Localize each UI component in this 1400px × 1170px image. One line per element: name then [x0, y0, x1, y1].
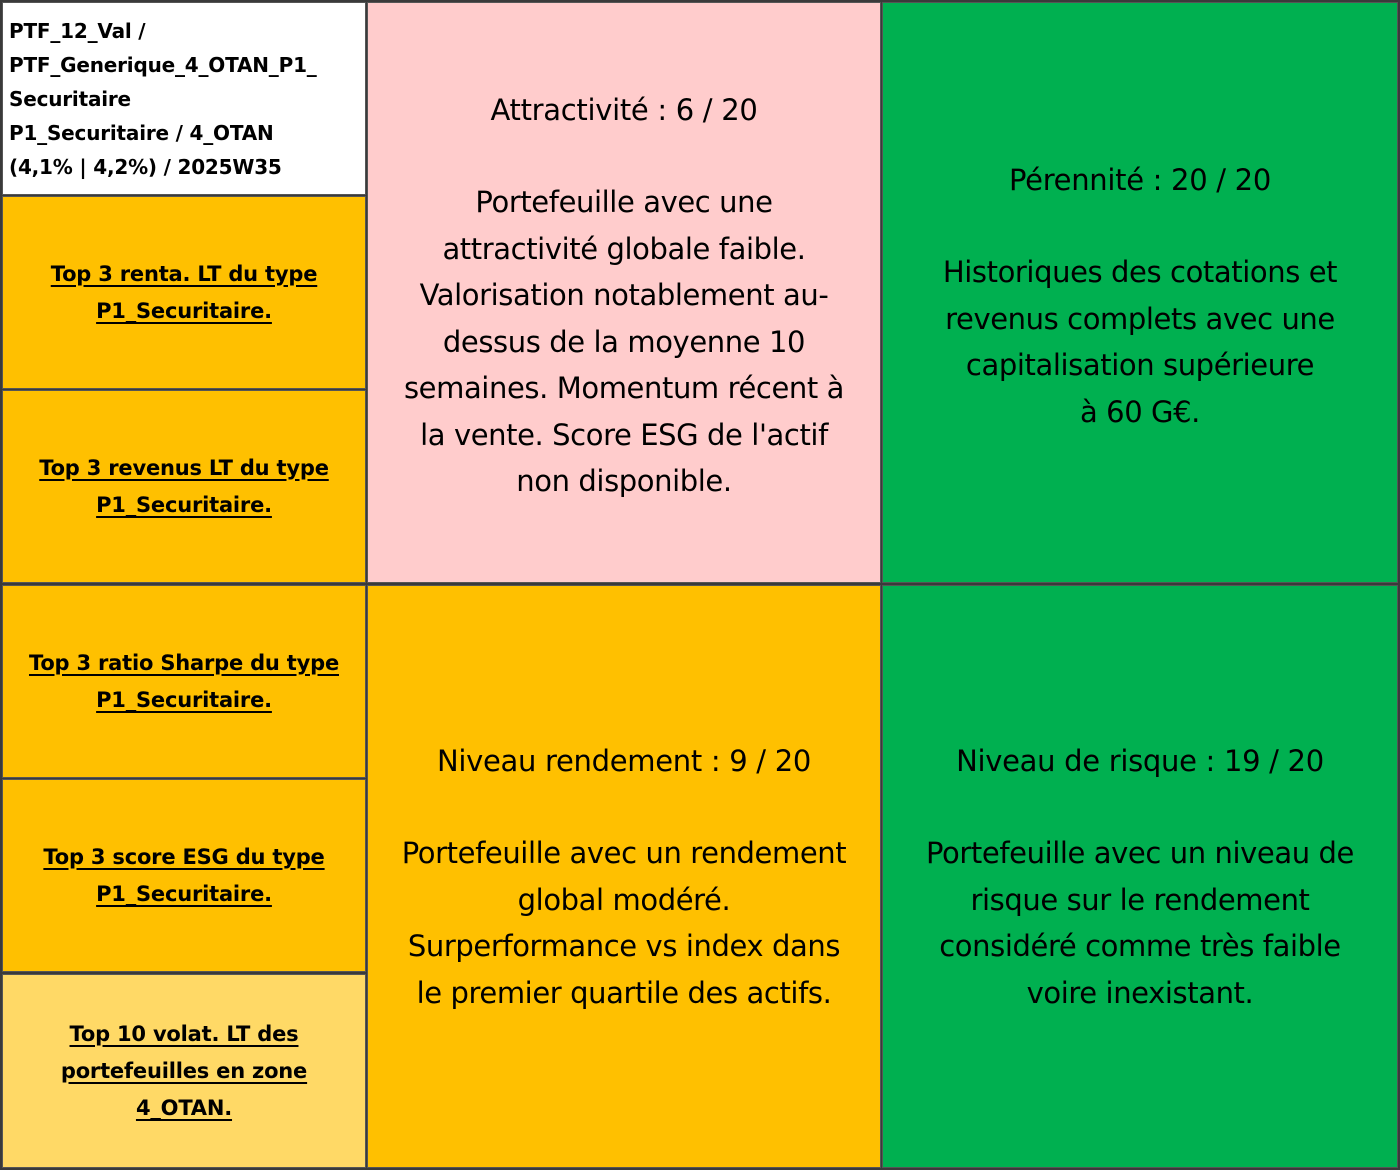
desc-line: Surperformance vs index dans	[407, 929, 841, 963]
perennite-panel	[882, 2, 1398, 583]
header-line: P1_Securitaire / 4_OTAN	[9, 120, 274, 145]
desc-line: voire inexistant.	[1026, 975, 1254, 1010]
desc-line: à 60 G€.	[1079, 394, 1201, 429]
risque-title: Niveau de risque : 19 / 20	[956, 744, 1324, 778]
risque-panel	[882, 585, 1398, 1168]
desc-line: Portefeuille avec un rendement	[401, 836, 847, 870]
link-text[interactable]: P1_Securitaire.	[96, 881, 272, 906]
link-text[interactable]: Top 3 ratio Sharpe du type	[28, 650, 339, 675]
desc-line: Historiques des cotations et	[942, 255, 1338, 289]
link-top3-renta[interactable]	[2, 196, 366, 389]
risque-desc	[926, 830, 1354, 1016]
link-text[interactable]: portefeuilles en zone	[60, 1058, 308, 1083]
link-text[interactable]: Top 10 volat. LT des	[69, 1021, 299, 1046]
attractivite-desc	[404, 179, 844, 505]
perennite-desc	[943, 249, 1337, 435]
rendement-desc	[402, 830, 847, 1016]
header-line: (4,1% | 4,2%) / 2025W35	[9, 154, 282, 179]
rendement-title: Niveau rendement : 9 / 20	[437, 744, 811, 778]
link-text[interactable]: Top 3 score ESG du type	[43, 844, 325, 869]
portfolio-header	[2, 2, 366, 195]
desc-line: Portefeuille avec une	[475, 185, 773, 219]
link-text[interactable]: P1_Securitaire.	[96, 687, 272, 712]
desc-line: attractivité globale faible.	[442, 231, 806, 266]
desc-line: global modéré.	[517, 882, 731, 917]
link-top3-esg[interactable]	[2, 779, 366, 972]
link-top3-sharpe[interactable]	[2, 585, 366, 778]
perennite-title: Pérennité : 20 / 20	[1009, 163, 1271, 197]
desc-line: semaines. Momentum récent à	[403, 371, 845, 405]
desc-line: la vente. Score ESG de l'actif	[420, 417, 828, 452]
link-text[interactable]: Top 3 revenus LT du type	[39, 455, 329, 480]
desc-line: dessus de la moyenne 10	[442, 324, 806, 359]
rendement-panel	[367, 585, 881, 1168]
desc-line: Valorisation notablement au-	[419, 278, 829, 312]
link-text[interactable]: 4_OTAN.	[135, 1095, 233, 1120]
link-top10-volat[interactable]	[2, 974, 366, 1168]
desc-line: risque sur le rendement	[970, 882, 1310, 917]
link-top3-revenus[interactable]	[2, 390, 366, 583]
header-line: PTF_Generique_4_OTAN_P1_	[9, 52, 317, 77]
desc-line: non disponible.	[516, 464, 732, 498]
desc-line: Portefeuille avec un niveau de	[926, 836, 1354, 870]
attractivite-panel	[367, 2, 881, 583]
desc-line: revenus complets avec une	[945, 301, 1335, 336]
header-line: PTF_12_Val /	[9, 18, 146, 43]
link-text[interactable]: P1_Securitaire.	[96, 298, 272, 323]
link-text[interactable]: Top 3 renta. LT du type	[50, 261, 318, 286]
desc-line: le premier quartile des actifs.	[416, 975, 832, 1010]
link-text[interactable]: P1_Securitaire.	[96, 492, 272, 517]
desc-line: considéré comme très faible	[939, 929, 1341, 963]
desc-line: capitalisation supérieure	[965, 348, 1315, 382]
attractivite-title: Attractivité : 6 / 20	[490, 93, 758, 127]
header-line: Securitaire	[9, 86, 131, 111]
